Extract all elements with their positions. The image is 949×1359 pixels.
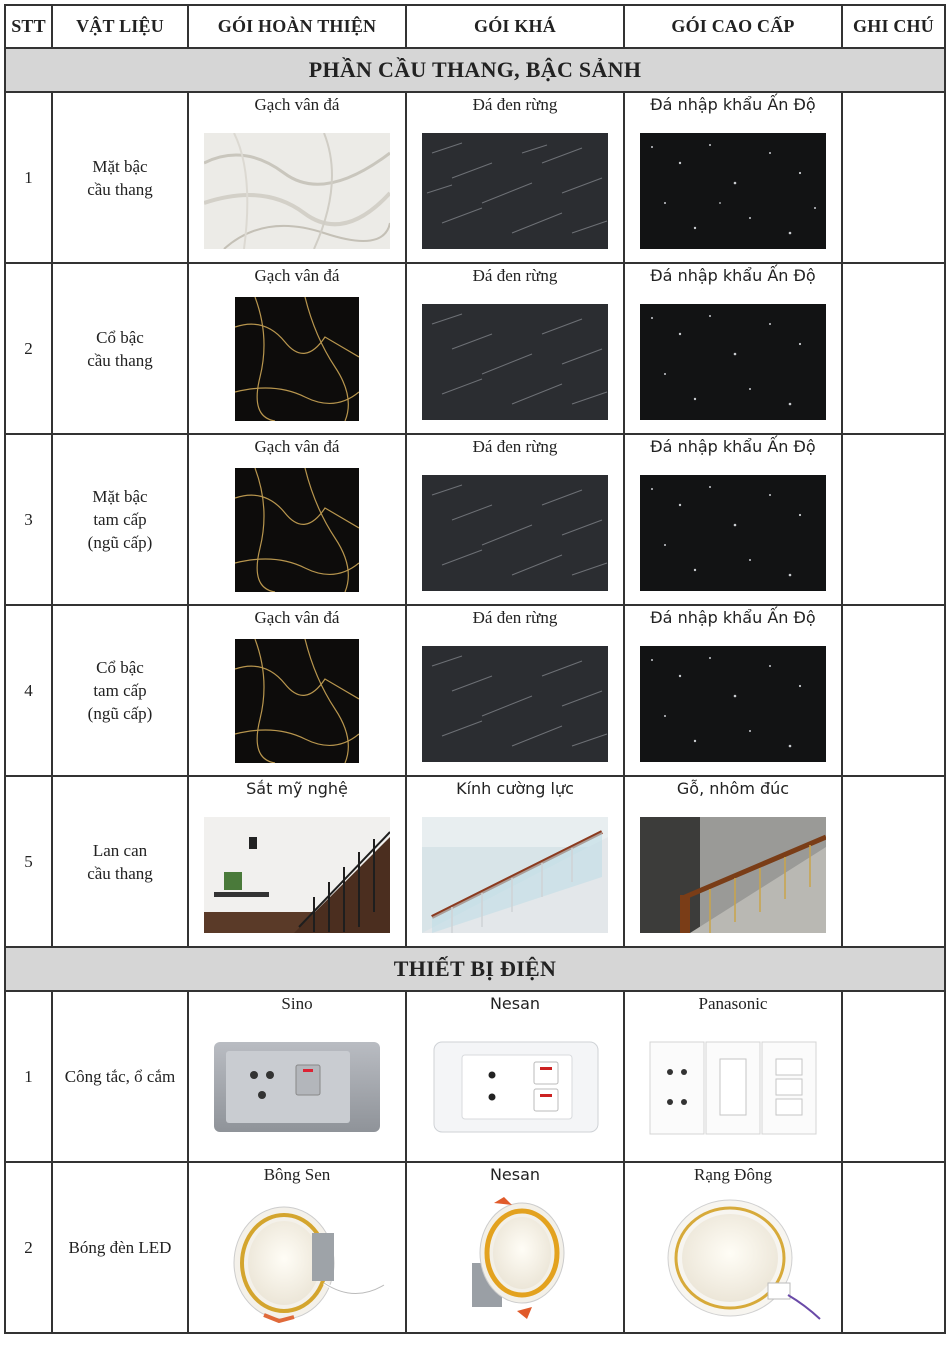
option-label: Đá nhập khẩu Ấn Độ — [650, 95, 816, 114]
led-downlight-image — [204, 1193, 390, 1323]
premium-option — [624, 1162, 842, 1333]
header-row — [5, 5, 945, 48]
table-row — [5, 434, 945, 605]
row-stt: 2 — [5, 1162, 52, 1333]
row-stt: 2 — [5, 263, 52, 434]
option-label: Đá nhập khẩu Ấn Độ — [650, 608, 816, 627]
material-line: tam cấp — [93, 681, 147, 700]
good-option — [406, 92, 624, 263]
switch-socket-image — [422, 1037, 608, 1137]
note-cell — [842, 92, 945, 263]
material-line: Cổ bậc — [96, 327, 144, 347]
glass-railing-stair-image — [422, 817, 608, 933]
material-line: Cổ bậc — [96, 658, 144, 677]
basic-option — [188, 92, 406, 263]
row-material — [52, 1162, 188, 1333]
option-label: Đá đen rừng — [472, 95, 558, 114]
good-option — [406, 776, 624, 947]
header-note: GHI CHÚ — [842, 5, 945, 48]
materials-table — [4, 4, 946, 1334]
material-line: (ngũ cấp) — [87, 533, 153, 552]
material-line: Mặt bậc — [92, 156, 148, 176]
section-header-stairs — [5, 48, 945, 92]
indian-granite-image — [640, 133, 826, 249]
basic-option — [188, 263, 406, 434]
table-row — [5, 605, 945, 776]
header-premium-package: GÓI CAO CẤP — [624, 5, 842, 48]
good-option — [406, 605, 624, 776]
material-line: cầu thang — [87, 179, 153, 199]
premium-option — [624, 991, 842, 1162]
row-stt: 1 — [5, 991, 52, 1162]
material-line: Công tắc, ổ cắm — [64, 1067, 176, 1086]
row-stt: 5 — [5, 776, 52, 947]
premium-option — [624, 776, 842, 947]
basic-option — [188, 776, 406, 947]
option-label: Gạch vân đá — [254, 608, 340, 627]
wood-aluminum-railing-stair-image — [640, 817, 826, 933]
option-label: Gạch vân đá — [254, 266, 340, 285]
indian-granite-image — [640, 304, 826, 420]
option-label: Đá đen rừng — [472, 266, 558, 285]
row-stt: 1 — [5, 92, 52, 263]
basic-option — [188, 1162, 406, 1333]
option-label: Sino — [281, 994, 313, 1013]
black-forest-stone-image — [422, 304, 608, 420]
header-stt: STT — [5, 5, 52, 48]
option-label: Panasonic — [698, 994, 768, 1013]
option-label: Kính cường lực — [456, 779, 574, 798]
row-material — [52, 263, 188, 434]
switch-socket-image — [640, 1037, 826, 1137]
option-label: Đá nhập khẩu Ấn Độ — [650, 266, 816, 285]
black-forest-stone-image — [422, 646, 608, 762]
led-downlight-image — [640, 1193, 826, 1323]
material-line: Bóng đèn LED — [68, 1238, 172, 1257]
premium-option — [624, 605, 842, 776]
material-line: cầu thang — [87, 350, 153, 370]
row-material — [52, 605, 188, 776]
option-label: Rạng Đông — [694, 1165, 772, 1184]
row-material — [52, 776, 188, 947]
black-gold-marble-image — [235, 468, 359, 592]
option-label: Nesan — [489, 994, 541, 1013]
note-cell — [842, 263, 945, 434]
option-label: Gạch vân đá — [254, 95, 340, 114]
note-cell — [842, 991, 945, 1162]
premium-option — [624, 263, 842, 434]
note-cell — [842, 776, 945, 947]
switch-socket-image — [204, 1037, 390, 1137]
black-gold-marble-image — [235, 639, 359, 763]
good-option — [406, 434, 624, 605]
led-downlight-image — [422, 1193, 608, 1323]
iron-railing-stair-image — [204, 817, 390, 933]
option-label: Đá đen rừng — [472, 608, 558, 627]
premium-option — [624, 92, 842, 263]
note-cell — [842, 605, 945, 776]
basic-option — [188, 434, 406, 605]
table-row — [5, 1162, 945, 1333]
row-stt: 4 — [5, 605, 52, 776]
material-line: (ngũ cấp) — [87, 704, 153, 723]
table-row — [5, 263, 945, 434]
white-marble-image — [204, 133, 390, 249]
indian-granite-image — [640, 646, 826, 762]
header-material: VẬT LIỆU — [52, 5, 188, 48]
option-label: Bông Sen — [263, 1165, 331, 1184]
table-row — [5, 991, 945, 1162]
good-option — [406, 263, 624, 434]
row-material — [52, 92, 188, 263]
option-label: Đá nhập khẩu Ấn Độ — [650, 437, 816, 456]
note-cell — [842, 434, 945, 605]
section-title: THIẾT BỊ ĐIỆN — [5, 947, 945, 991]
option-label: Gỗ, nhôm đúc — [676, 779, 790, 798]
premium-option — [624, 434, 842, 605]
good-option — [406, 1162, 624, 1333]
table-row — [5, 92, 945, 263]
row-material — [52, 991, 188, 1162]
material-line: Mặt bậc — [92, 487, 148, 506]
basic-option — [188, 991, 406, 1162]
section-title: PHẦN CẦU THANG, BẬC SẢNH — [5, 48, 945, 92]
row-stt: 3 — [5, 434, 52, 605]
option-label: Đá đen rừng — [472, 437, 558, 456]
note-cell — [842, 1162, 945, 1333]
table-row — [5, 776, 945, 947]
header-good-package: GÓI KHÁ — [406, 5, 624, 48]
black-forest-stone-image — [422, 133, 608, 249]
option-label: Sắt mỹ nghệ — [246, 779, 348, 798]
good-option — [406, 991, 624, 1162]
black-gold-marble-image — [235, 297, 359, 421]
material-line: tam cấp — [93, 510, 147, 529]
black-forest-stone-image — [422, 475, 608, 591]
header-basic-package: GÓI HOÀN THIỆN — [188, 5, 406, 48]
basic-option — [188, 605, 406, 776]
option-label: Nesan — [489, 1165, 541, 1184]
option-label: Gạch vân đá — [254, 437, 340, 456]
material-line: Lan can — [92, 840, 148, 860]
material-line: cầu thang — [87, 863, 153, 883]
row-material — [52, 434, 188, 605]
indian-granite-image — [640, 475, 826, 591]
section-header-electrical — [5, 947, 945, 991]
